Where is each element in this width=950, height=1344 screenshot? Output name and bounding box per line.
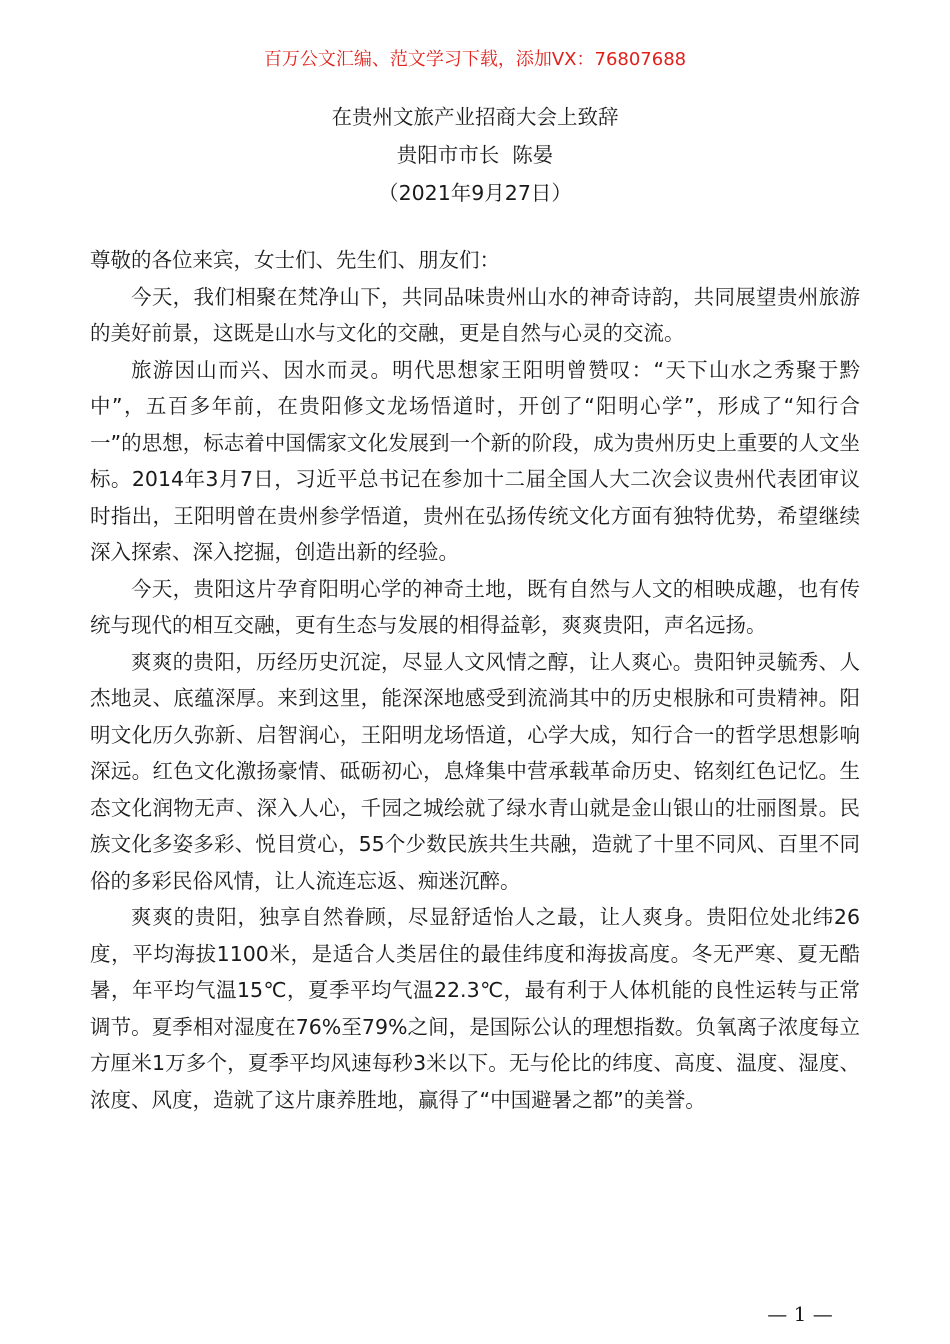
greeting: 尊敬的各位来宾，女士们、先生们、朋友们： [90,248,500,272]
paragraph: 爽爽的贵阳，历经历史沉淀，尽显人文风情之醇，让人爽心。贵阳钟灵毓秀、人杰地灵、底蕴深厚。来到这里，能深深地感受到流淌其中的历史根脉和可贵精神。阳明文化历久弥新、启智润心，王阳明龙场悟道，心学大成，知行合一的哲学思想影响深远。红色文化激扬豪情、砥砺初心，息烽集中营承载革命历史、铭刻红色记忆。生态文化润物无声、深入人心，千园之城绘就了绿水青山就是金山银山的壮丽图景。民族文化多姿多彩、悦目赏心，55个少数民族共生共融，造就了十里不同风、百里不同俗的多彩民俗风情，让人流连忘返、痴迷沉醉。 [90,649,860,893]
document-body [90,242,860,1118]
document-title: 在贵州文旅产业招商大会上致辞 [331,105,619,129]
paragraph: 今天，我们相聚在梵净山下，共同品味贵州山水的神奇诗韵，共同展望贵州旅游的美好前景，这既是山水与文化的交融，更是自然与心灵的交流。 [90,284,860,345]
document-author: 贵阳市市长 陈晏 [396,143,554,167]
paragraph: 旅游因山而兴、因水而灵。明代思想家王阳明曾赞叹：“天下山水之秀聚于黔中”，五百多年前，在贵阳修文龙场悟道时，开创了“阳明心学”，形成了“知行合一”的思想，标志着中国儒家文化发展到一个新的阶段，成为贵州历史上重要的人文坐标。2014年3月7日，习近平总书记在参加十二届全国人大二次会议贵州代表团审议时指出，王阳明曾在贵州参学悟道，贵州在弘扬传统文化方面有独特优势，希望继续深入探索、深入挖掘，创造出新的经验。 [90,357,860,564]
paragraph: 今天，贵阳这片孕育阳明心学的神奇土地，既有自然与人文的相映成趣，也有传统与现代的相互交融，更有生态与发展的相得益彰，爽爽贵阳，声名远扬。 [90,576,860,637]
title-block [0,98,950,212]
promo-banner: 百万公文汇编、范文学习下载，添加VX：76807688 [263,49,687,70]
page-number: — 1 — [767,1302,833,1326]
paragraph: 爽爽的贵阳，独享自然眷顾，尽显舒适怡人之最，让人爽身。贵阳位处北纬26度，平均海拔1100米，是适合人类居住的最佳纬度和海拔高度。冬无严寒、夏无酷暑，年平均气温15℃，夏季平均气温22.3℃，最有利于人体机能的良性运转与正常调节。夏季相对湿度在76%至79%之间，是国际公认的理想指数。负氧离子浓度每立方厘米1万多个，夏季平均风速每秒3米以下。无与伦比的纬度、高度、温度、湿度、浓度、风度，造就了这片康养胜地，赢得了“中国避暑之都”的美誉。 [90,905,860,1112]
document-date: （2021年9月27日） [378,181,572,205]
